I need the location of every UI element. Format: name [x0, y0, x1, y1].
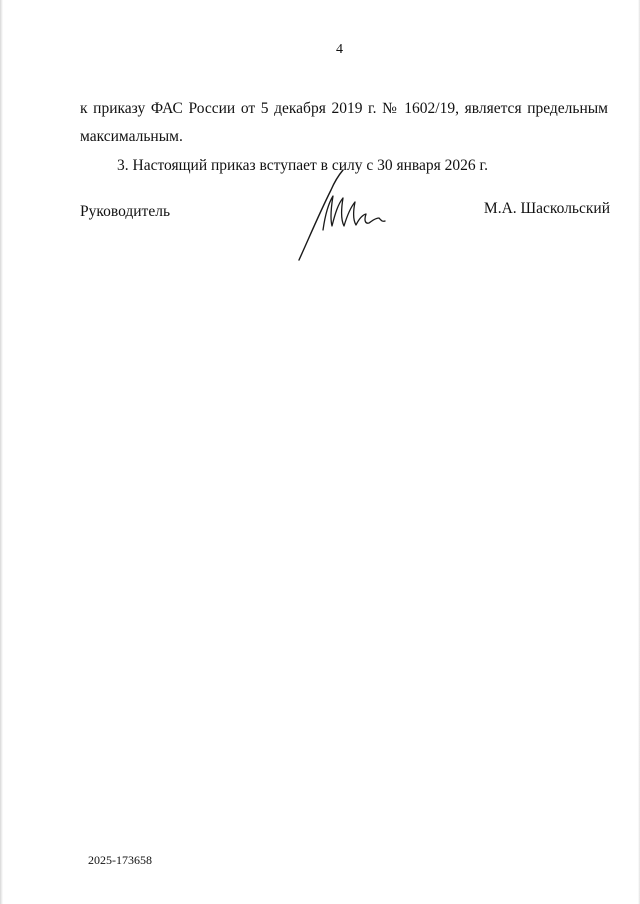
body-text-line-1: к приказу ФАС России от 5 декабря 2019 г. № 1602/19, является предельным — [80, 100, 608, 117]
body-text-line-2: максимальным. — [80, 128, 183, 145]
scan-edge-left — [0, 0, 3, 904]
body-text-paragraph-3: 3. Настоящий приказ вступает в силу с 30 января 2026 г. — [117, 157, 489, 174]
signatory-role: Руководитель — [80, 203, 171, 220]
page-number: 4 — [336, 42, 343, 57]
document-registration-number: 2025-173658 — [88, 853, 152, 867]
handwritten-signature — [295, 168, 405, 264]
signatory-name: М.А. Шаскольский — [483, 200, 610, 217]
